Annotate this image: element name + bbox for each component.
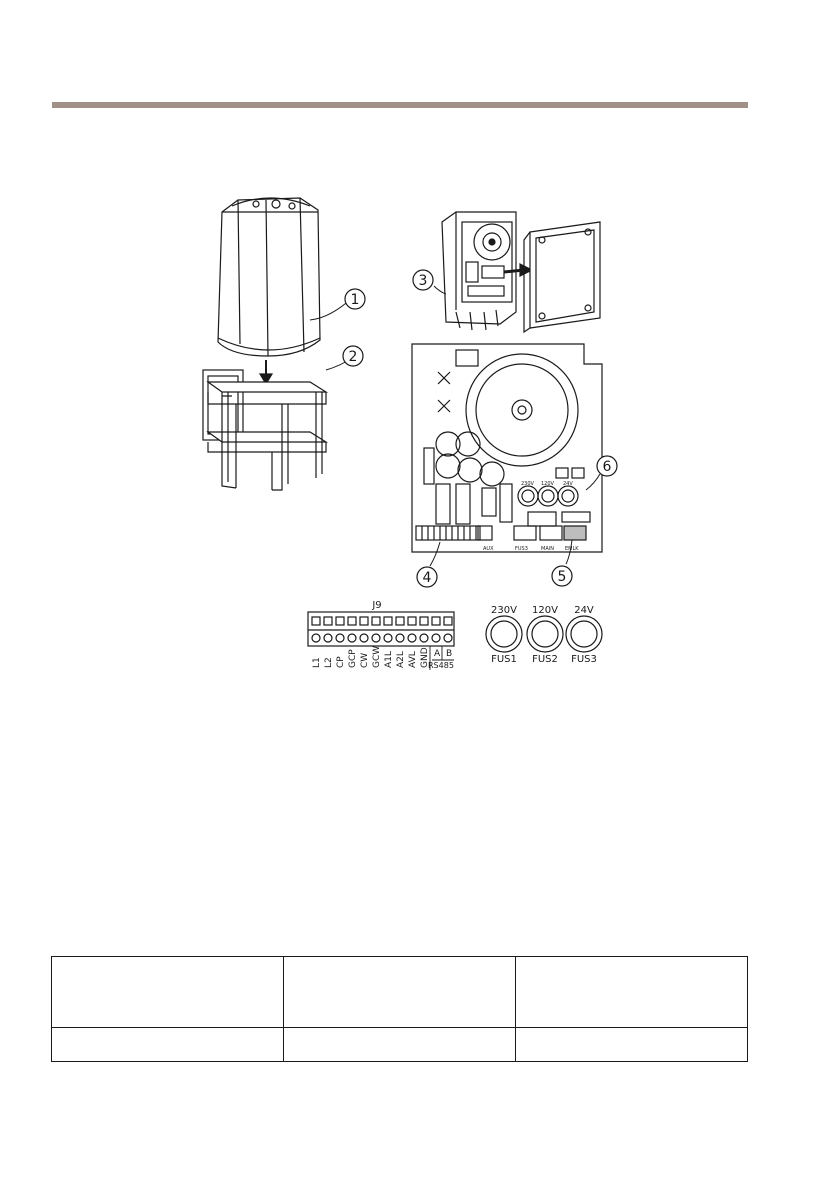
j9-pin-a2l: A2L: [396, 651, 406, 668]
table-cell: [516, 1028, 748, 1062]
fuse-detail: [486, 605, 602, 665]
svg-text:FUS2: FUS2: [532, 654, 558, 665]
fuse-fus2: [527, 605, 563, 665]
pcb-board-illustration: [412, 344, 602, 566]
pcb-terminal-label-fus3: FUS3: [515, 546, 528, 552]
open-enclosure-illustration: [434, 212, 600, 332]
callout-2: [343, 346, 363, 366]
j9-pin-gcw: GCW: [372, 645, 382, 668]
svg-text:2: 2: [348, 349, 358, 365]
j9-terminal-block-detail: [308, 600, 454, 670]
callout-3: [413, 270, 433, 290]
table-row: [52, 1028, 748, 1062]
j9-pin-a: A: [434, 649, 441, 659]
callout-1: [345, 289, 365, 309]
pcb-terminal-label-aux: AUX: [483, 546, 494, 552]
pcb-terminal-label-main: MAIN: [541, 546, 554, 552]
j9-pin-cp: CP: [336, 656, 346, 668]
table-row: [52, 957, 748, 1028]
table-cell: [516, 957, 748, 1028]
callout-5: [552, 566, 572, 586]
svg-text:3: 3: [418, 273, 428, 289]
svg-text:6: 6: [602, 459, 612, 475]
svg-text:120V: 120V: [532, 605, 558, 616]
table-cell: [284, 957, 516, 1028]
fuse-fus3: [566, 605, 602, 665]
j9-pin-a1l: A1L: [384, 651, 394, 668]
callout-6: [597, 456, 617, 476]
j9-pin-l2: L2: [324, 657, 334, 668]
svg-text:1: 1: [350, 292, 360, 308]
j9-pin-gnd: GND: [420, 647, 430, 668]
j9-pin-avl: AVL: [408, 651, 418, 668]
j9-pin-b: B: [446, 649, 453, 659]
svg-text:4: 4: [422, 570, 432, 586]
j9-pin-gcp: GCP: [348, 649, 358, 668]
pcb-terminal-label-emlk: EMLK: [565, 546, 579, 552]
mounting-bracket-illustration: [203, 358, 352, 490]
pcb-fuse-label-120v: 120V: [541, 481, 554, 487]
j9-rs485-label: RS485: [428, 661, 454, 670]
pcb-fuse-label-24v: 24V: [563, 481, 573, 487]
j9-pin-l1: L1: [312, 657, 322, 668]
fuse-fus1: [486, 605, 522, 665]
spec-table: [51, 956, 748, 1062]
j9-title: J9: [372, 600, 382, 611]
svg-text:230V: 230V: [491, 605, 517, 616]
speaker-housing-illustration: [218, 198, 352, 356]
svg-text:FUS1: FUS1: [491, 654, 517, 665]
callout-4: [417, 567, 437, 587]
svg-text:FUS3: FUS3: [571, 654, 597, 665]
table-cell: [284, 1028, 516, 1062]
pcb-fuse-label-230v: 230V: [521, 481, 534, 487]
svg-text:5: 5: [557, 569, 567, 585]
svg-text:24V: 24V: [574, 605, 594, 616]
table-cell: [52, 957, 284, 1028]
table-cell: [52, 1028, 284, 1062]
j9-pin-cw: CW: [360, 652, 370, 668]
